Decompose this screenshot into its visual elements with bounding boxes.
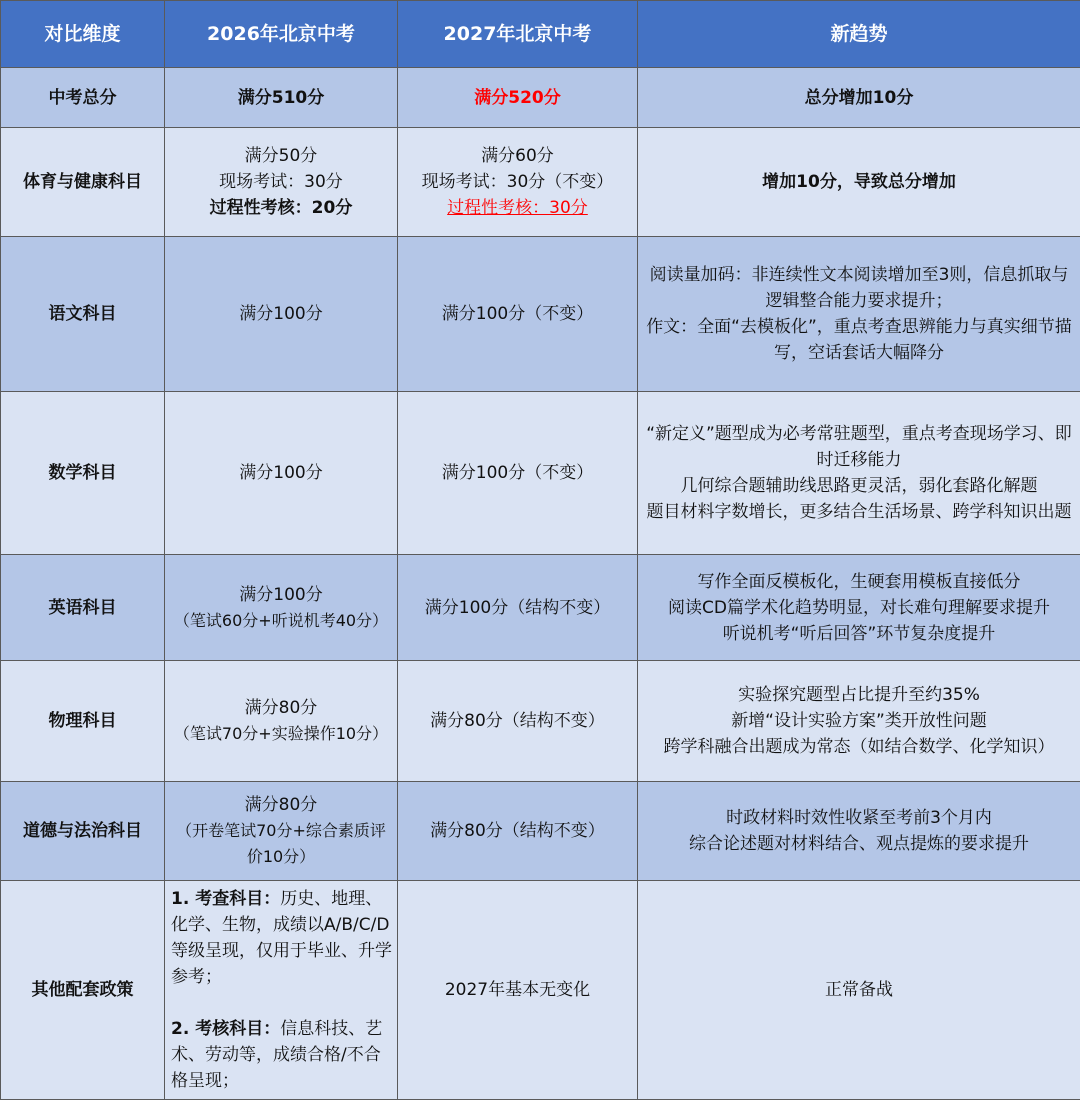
cell-line: 满分60分 (404, 143, 631, 169)
cell-line: 满分80分 (171, 695, 391, 721)
trend-line: 实验探究题型占比提升至约35% (644, 682, 1074, 708)
trend-line: 阅读量加码：非连续性文本阅读增加至3则，信息抓取与逻辑整合能力要求提升； (644, 262, 1074, 314)
cell-trend (638, 555, 1080, 661)
cell-line: 现场考试：30分（不变） (404, 169, 631, 195)
cell-2027: 2027年基本无变化 (398, 881, 638, 1100)
table-row-english (1, 555, 1080, 661)
cell-2026 (165, 881, 398, 1100)
cell-2026: 满分100分 (165, 392, 398, 555)
row-label: 体育与健康科目 (1, 128, 165, 237)
row-label: 道德与法治科目 (1, 782, 165, 881)
row-label: 其他配套政策 (1, 881, 165, 1100)
table-row-physics (1, 661, 1080, 782)
trend-line: 作文：全面“去模板化”，重点考查思辨能力与真实细节描写，空话套话大幅降分 (644, 314, 1074, 366)
cell-2027: 满分80分（结构不变） (398, 782, 638, 881)
cell-2026 (165, 661, 398, 782)
header-row (1, 1, 1080, 68)
trend-line: 题目材料字数增长，更多结合生活场景、跨学科知识出题 (644, 499, 1074, 525)
trend-line: 综合论述题对材料结合、观点提炼的要求提升 (644, 831, 1074, 857)
trend-line: 听说机考“听后回答”环节复杂度提升 (644, 621, 1074, 647)
policy-item-1-body: 历史、地理、化学、生物，成绩以A/B/C/D等级呈现，仅用于毕业、升学参考； (171, 889, 392, 987)
cell-trend: 总分增加10分 (638, 68, 1080, 128)
policy-item-2 (171, 1016, 393, 1094)
policy-item-1 (171, 886, 393, 990)
trend-line: 新增“设计实验方案”类开放性问题 (644, 708, 1074, 734)
row-label: 英语科目 (1, 555, 165, 661)
policy-item-2-head: 2. 考核科目： (171, 1019, 280, 1039)
table-row-other-policies (1, 881, 1080, 1100)
cell-line: （开卷笔试70分+综合素质评价10分） (171, 818, 391, 870)
header-dimension: 对比维度 (1, 1, 165, 68)
cell-2027: 满分100分（不变） (398, 392, 638, 555)
header-2026: 2026年北京中考 (165, 1, 398, 68)
cell-2027: 满分100分（不变） (398, 237, 638, 392)
row-label: 中考总分 (1, 68, 165, 128)
cell-2027-highlight: 满分520分 (398, 68, 638, 128)
row-label: 数学科目 (1, 392, 165, 555)
cell-line: （笔试70分+实验操作10分） (171, 721, 391, 747)
cell-2026 (165, 555, 398, 661)
cell-line: 满分100分 (171, 582, 391, 608)
row-label: 语文科目 (1, 237, 165, 392)
trend-line: 阅读CD篇学术化趋势明显，对长难句理解要求提升 (644, 595, 1074, 621)
cell-2027: 满分100分（结构不变） (398, 555, 638, 661)
header-trend: 新趋势 (638, 1, 1080, 68)
cell-2026: 满分510分 (165, 68, 398, 128)
cell-line-highlight: 过程性考核：30分 (404, 195, 631, 221)
cell-line: 满分50分 (171, 143, 391, 169)
cell-trend: 增加10分，导致总分增加 (638, 128, 1080, 237)
trend-line: 写作全面反模板化，生硬套用模板直接低分 (644, 569, 1074, 595)
cell-line: （笔试60分+听说机考40分） (171, 608, 391, 634)
policy-item-2-body: 信息科技、艺术、劳动等，成绩合格/不合格呈现； (171, 1019, 382, 1091)
trend-line: 时政材料时效性收紧至考前3个月内 (644, 805, 1074, 831)
cell-trend: 正常备战 (638, 881, 1080, 1100)
header-2027: 2027年北京中考 (398, 1, 638, 68)
cell-line: 满分80分 (171, 792, 391, 818)
trend-line: “新定义”题型成为必考常驻题型，重点考查现场学习、即时迁移能力 (644, 421, 1074, 473)
trend-line: 跨学科融合出题成为常态（如结合数学、化学知识） (644, 734, 1074, 760)
table-row-total-score (1, 68, 1080, 128)
table-row-pe (1, 128, 1080, 237)
spacer (171, 990, 393, 1016)
policy-item-1-head: 1. 考查科目： (171, 889, 280, 909)
cell-line: 现场考试：30分 (171, 169, 391, 195)
cell-2027: 满分80分（结构不变） (398, 661, 638, 782)
table-row-chinese (1, 237, 1080, 392)
cell-line-bold: 过程性考核：20分 (171, 195, 391, 221)
cell-2027 (398, 128, 638, 237)
cell-trend (638, 392, 1080, 555)
cell-2026: 满分100分 (165, 237, 398, 392)
table-row-math (1, 392, 1080, 555)
trend-line: 几何综合题辅助线思路更灵活，弱化套路化解题 (644, 473, 1074, 499)
table-row-morality-law (1, 782, 1080, 881)
cell-2026 (165, 782, 398, 881)
cell-trend (638, 782, 1080, 881)
cell-2026 (165, 128, 398, 237)
cell-trend (638, 661, 1080, 782)
row-label: 物理科目 (1, 661, 165, 782)
cell-trend (638, 237, 1080, 392)
